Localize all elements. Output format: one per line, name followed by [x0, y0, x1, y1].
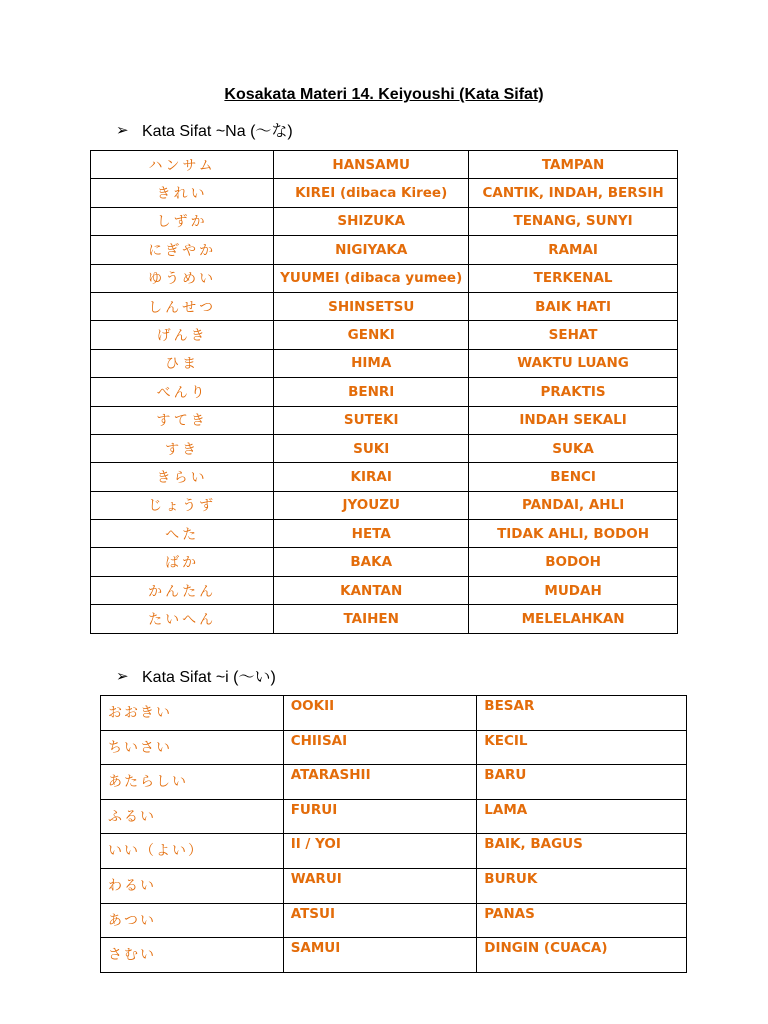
meaning-cell: PANDAI, AHLI [469, 491, 678, 519]
bullet-arrow-icon: ➢ [116, 121, 129, 139]
meaning-cell: BODOH [469, 548, 678, 576]
meaning-cell: TAMPAN [469, 151, 678, 179]
table-row [91, 434, 678, 462]
meaning-cell: SEHAT [469, 321, 678, 349]
kana-cell: すき [91, 434, 274, 462]
table-row [91, 207, 678, 235]
table-row [101, 765, 687, 800]
table-row [91, 236, 678, 264]
table-row [101, 834, 687, 869]
table-row [91, 520, 678, 548]
romaji-cell: HETA [274, 520, 469, 548]
meaning-cell: RAMAI [469, 236, 678, 264]
romaji-cell: SUTEKI [274, 406, 469, 434]
meaning-cell: PRAKTIS [469, 378, 678, 406]
meaning-cell: LAMA [477, 799, 687, 834]
kana-cell: ばか [91, 548, 274, 576]
romaji-cell: KIREI (dibaca Kiree) [274, 179, 469, 207]
kana-cell: ふるい [101, 799, 284, 834]
meaning-cell: PANAS [477, 903, 687, 938]
meaning-cell: TENANG, SUNYI [469, 207, 678, 235]
table-row [91, 292, 678, 320]
romaji-cell: II / YOI [283, 834, 477, 869]
romaji-cell: OOKII [283, 696, 477, 731]
table-row [91, 151, 678, 179]
table-row [101, 938, 687, 973]
table-row [91, 548, 678, 576]
kana-cell: きらい [91, 463, 274, 491]
romaji-cell: TAIHEN [274, 605, 469, 633]
kana-cell: にぎやか [91, 236, 274, 264]
kana-cell: すてき [91, 406, 274, 434]
romaji-cell: HIMA [274, 349, 469, 377]
meaning-cell: WAKTU LUANG [469, 349, 678, 377]
romaji-cell: CHIISAI [283, 730, 477, 765]
meaning-cell: TIDAK AHLI, BODOH [469, 520, 678, 548]
kana-cell: げんき [91, 321, 274, 349]
vocab-table-i [100, 695, 687, 973]
romaji-cell: SHINSETSU [274, 292, 469, 320]
section-label-i: Kata Sifat ~i (～い) [142, 669, 276, 686]
table-row [91, 491, 678, 519]
romaji-cell: BAKA [274, 548, 469, 576]
table-row [91, 349, 678, 377]
kana-cell: べんり [91, 378, 274, 406]
kana-cell: たいへん [91, 605, 274, 633]
romaji-cell: SHIZUKA [274, 207, 469, 235]
table-row [101, 730, 687, 765]
table-row [91, 463, 678, 491]
romaji-cell: YUUMEI (dibaca yumee) [274, 264, 469, 292]
romaji-cell: GENKI [274, 321, 469, 349]
table-row [91, 179, 678, 207]
meaning-cell: BARU [477, 765, 687, 800]
kana-cell: さむい [101, 938, 284, 973]
romaji-cell: FURUI [283, 799, 477, 834]
section-heading-na [116, 118, 293, 141]
romaji-cell: KANTAN [274, 576, 469, 604]
table-row [101, 799, 687, 834]
kana-cell: きれい [91, 179, 274, 207]
table-row [101, 868, 687, 903]
kana-cell: あつい [101, 903, 284, 938]
table-row [91, 378, 678, 406]
meaning-cell: MELELAHKAN [469, 605, 678, 633]
romaji-cell: BENRI [274, 378, 469, 406]
kana-cell: ひま [91, 349, 274, 377]
kana-cell: ちいさい [101, 730, 284, 765]
kana-cell: かんたん [91, 576, 274, 604]
romaji-cell: SAMUI [283, 938, 477, 973]
kana-cell: へた [91, 520, 274, 548]
romaji-cell: KIRAI [274, 463, 469, 491]
bullet-arrow-icon: ➢ [116, 667, 129, 685]
romaji-cell: ATARASHII [283, 765, 477, 800]
kana-cell: しんせつ [91, 292, 274, 320]
meaning-cell: BAIK HATI [469, 292, 678, 320]
romaji-cell: HANSAMU [274, 151, 469, 179]
section-heading-i [116, 664, 276, 687]
meaning-cell: BESAR [477, 696, 687, 731]
kana-cell: いい（よい） [101, 834, 284, 869]
kana-cell: わるい [101, 868, 284, 903]
kana-cell: しずか [91, 207, 274, 235]
kana-cell: ゆうめい [91, 264, 274, 292]
meaning-cell: KECIL [477, 730, 687, 765]
kana-cell: ハンサム [91, 151, 274, 179]
romaji-cell: WARUI [283, 868, 477, 903]
table-row [91, 264, 678, 292]
table-row [91, 605, 678, 633]
table-row [101, 696, 687, 731]
meaning-cell: DINGIN (CUACA) [477, 938, 687, 973]
vocab-table-na [90, 150, 678, 634]
meaning-cell: BENCI [469, 463, 678, 491]
meaning-cell: CANTIK, INDAH, BERSIH [469, 179, 678, 207]
romaji-cell: SUKI [274, 434, 469, 462]
table-row [91, 321, 678, 349]
kana-cell: あたらしい [101, 765, 284, 800]
meaning-cell: SUKA [469, 434, 678, 462]
section-label-na: Kata Sifat ~Na (～な) [142, 123, 293, 140]
table-row [91, 576, 678, 604]
page-title: Kosakata Materi 14. Keiyoushi (Kata Sifat) [224, 86, 544, 103]
meaning-cell: INDAH SEKALI [469, 406, 678, 434]
romaji-cell: NIGIYAKA [274, 236, 469, 264]
meaning-cell: BURUK [477, 868, 687, 903]
meaning-cell: TERKENAL [469, 264, 678, 292]
meaning-cell: BAIK, BAGUS [477, 834, 687, 869]
kana-cell: おおきい [101, 696, 284, 731]
kana-cell: じょうず [91, 491, 274, 519]
romaji-cell: JYOUZU [274, 491, 469, 519]
meaning-cell: MUDAH [469, 576, 678, 604]
table-row [101, 903, 687, 938]
romaji-cell: ATSUI [283, 903, 477, 938]
table-row [91, 406, 678, 434]
